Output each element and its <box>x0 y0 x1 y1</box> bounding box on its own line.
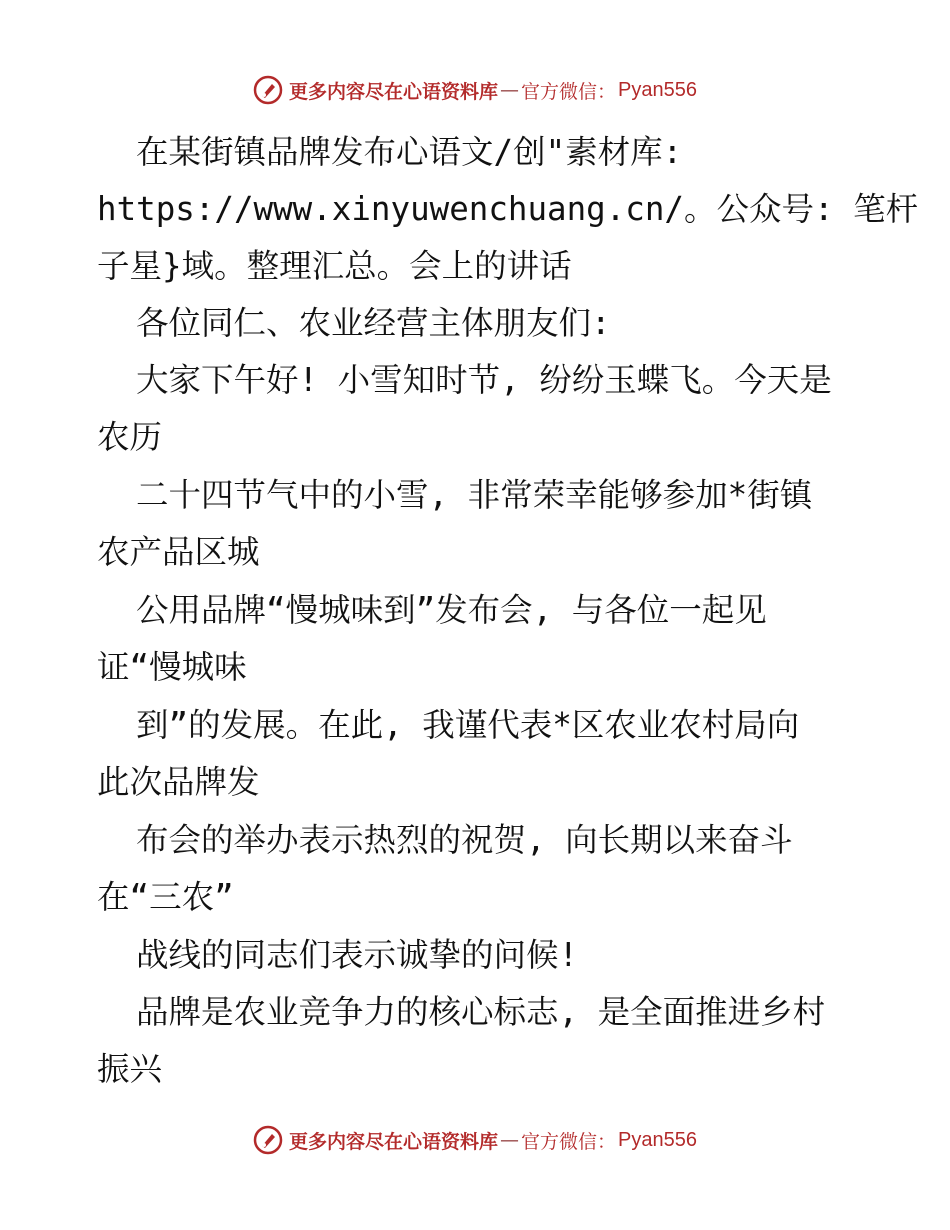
body-line: 大家下午好! 小雪知时节, 纷纷玉蝶飞。今天是 <box>136 361 832 399</box>
pen-nib-logo-icon <box>253 1125 283 1155</box>
body-line: 二十四节气中的小雪, 非常荣幸能够参加*街镇 <box>136 476 813 514</box>
body-line: 布会的举办表示热烈的祝贺, 向长期以来奋斗 <box>136 821 793 859</box>
body-line: 到”的发展。在此, 我谨代表*区农业农村局向 <box>136 706 800 744</box>
header-text: 更多内容尽在心语资料库 <box>289 80 499 103</box>
body-line: 农产品区城 <box>97 533 260 571</box>
header-dash: — <box>500 79 520 101</box>
footer-wechat-label: 官方微信： <box>521 1130 617 1153</box>
footer-text: 更多内容尽在心语资料库 <box>289 1130 499 1153</box>
pen-nib-logo-icon <box>253 75 283 105</box>
body-line: 农历 <box>97 418 163 456</box>
body-line: 在某街镇品牌发布心语文/创"素材库: <box>136 133 683 171</box>
body-line: 在“三农” <box>97 878 234 916</box>
header-wechat-label: 官方微信： <box>521 80 617 103</box>
body-line: 品牌是农业竞争力的核心标志, 是全面推进乡村 <box>136 993 826 1031</box>
body-line: 证“慢城味 <box>97 648 247 686</box>
body-line: 子星}域。整理汇总。会上的讲话 <box>97 247 572 285</box>
header-wechat-id: Pyan556 <box>618 78 697 101</box>
body-line: 战线的同志们表示诚挚的问候! <box>136 936 579 974</box>
body-line: 公用品牌“慢城味到”发布会, 与各位一起见 <box>136 591 767 629</box>
footer-banner <box>0 1120 950 1160</box>
body-line: 各位同仁、农业经营主体朋友们: <box>136 304 611 342</box>
footer-wechat-id: Pyan556 <box>618 1128 697 1151</box>
footer-dash: — <box>500 1129 520 1151</box>
body-line: https://www.xinyuwenchuang.cn/。公众号: 笔杆 <box>97 190 919 228</box>
body-line: 此次品牌发 <box>97 763 260 801</box>
body-line: 振兴 <box>97 1050 163 1088</box>
header-banner <box>0 70 950 110</box>
